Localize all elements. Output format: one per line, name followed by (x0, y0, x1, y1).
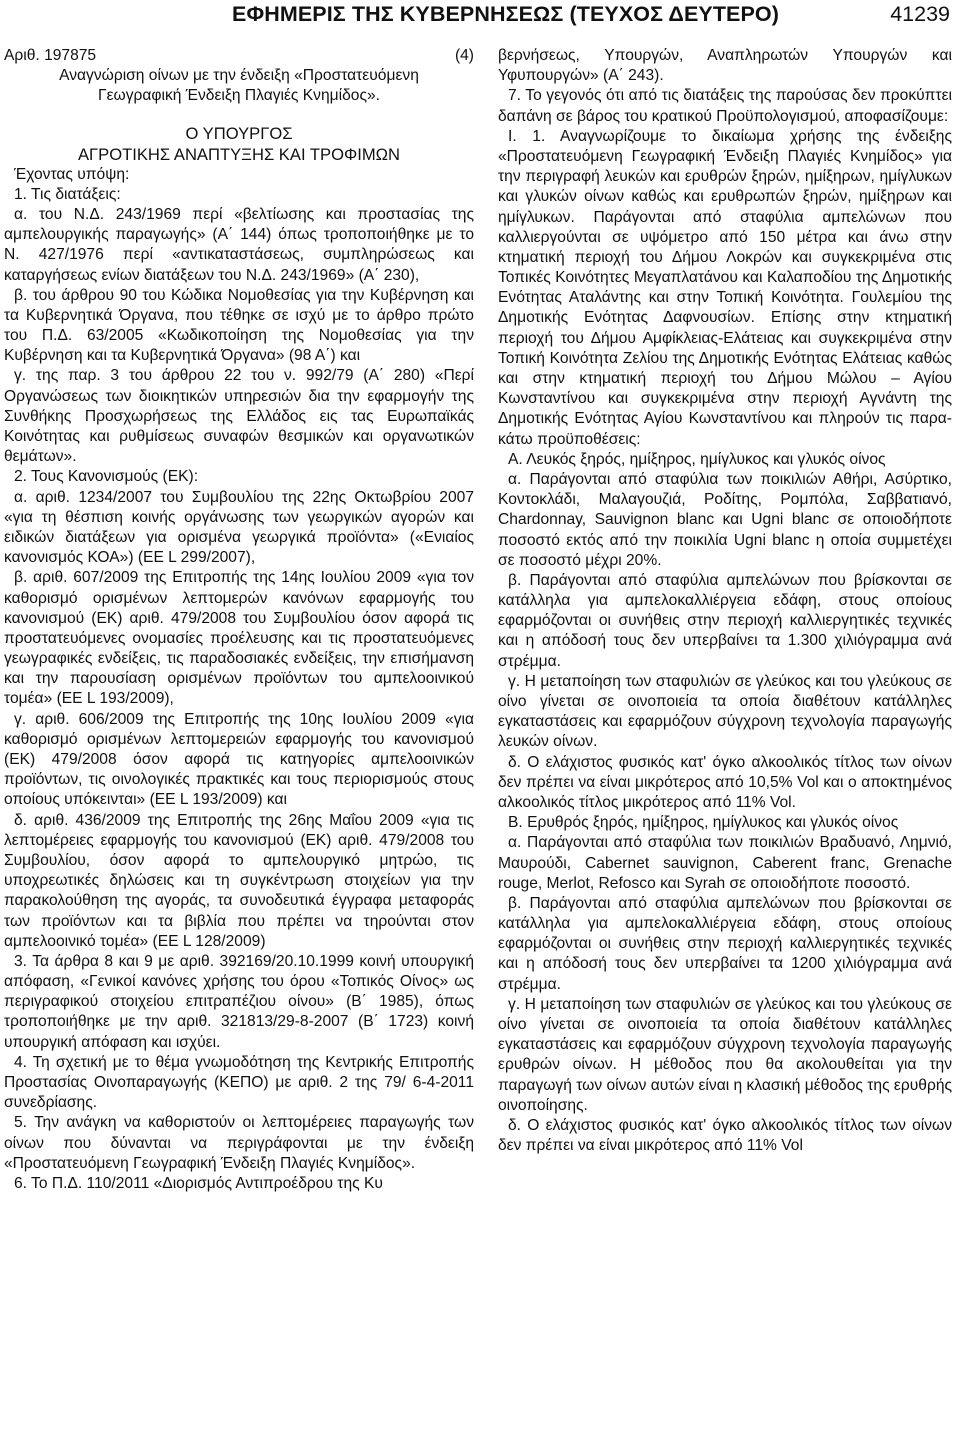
paragraph: 1. Τις διατάξεις: (14, 185, 121, 203)
paragraph: 4. Τη σχετική με το θέμα γνωμοδότηση της Κεντρικής Επιτροπής Προστασίας Οινοπαραγωγής (ΚΕΠΟ) με αριθ. 2 της 79/ 6-4-2011 συνεδρίασης. (4, 1053, 474, 1112)
paragraph: 5. Την ανάγκη να καθοριστούν οι λεπτομέρειες παραγωγής των οίνων που δύνανται να περιγράφονται με την ένδειξη «Προστατευόμενη Γεωγραφική Ένδειξη Πλαγιές Κνημίδος». (4, 1114, 474, 1172)
paragraph: 6. Το Π.Δ. 110/2011 «Διορισμός Αντιπροέδρου της Κυ (14, 1174, 383, 1192)
page-header (0, 2, 960, 36)
paragraph: γ. Η μεταποίηση των σταφυλιών σε γλεύκος και του γλεύκους σε οίνο γίνεται σε οινοποιεία τα οποία διαθέτουν κατάλληλες εγκαταστάσεις και εφαρμόζουν σύγχρονη τεχνολογία παραγωγής ερυθρών οίνων. Η μέθοδος που θα ακολουθείται για την παραγωγή των οίνων αυτών είναι η κλασική μέθοδος της ερυθρής οινοποίησης. (498, 995, 953, 1114)
paragraph: 7. Το γεγονός ότι από τις διατάξεις της παρούσας δεν προκύπτει δαπάνη σε βάρος του κρατικού Προϋπολογισμού, αποφασίζουμε: (498, 87, 952, 125)
paragraph: γ. της παρ. 3 του άρθρου 22 του ν. 992/79 (Α΄ 280) «Περί Οργανώσεως των διοικητικών υπηρεσιών δια την εφαρμογήν της Συνθήκης Προσχωρήσεως της Ελλάδος εις τας Ευρωπαϊκάς Κοινότητας και ρυθμίσεως συναφών θεσμικών και οργανωτικών θεμάτων». (4, 367, 474, 466)
decision-number-line (4, 46, 474, 66)
paragraph: β. Παράγονται από σταφύλια αμπελώνων που βρίσκονται σε κατάλληλα για αμπελοκαλλιέργεια εδάφη, στους οποίους εφαρμόζονται οι συνήθεις στην περιοχή καλλιεργητικές τεχνικές και η απόδοσή τους δεν υπερβαίνει τα 1200 χιλιόγραμμα ανά στρέμμα. (498, 894, 952, 993)
paragraph: β. του άρθρου 90 του Κώδικα Νομοθεσίας για την Κυβέρνηση και τα Κυβερνητικά Όργανα, που τέθηκε σε ισχύ με το άρθρο πρώτο του Π.Δ. 63/2005 «Κωδικοποίηση της Νομοθεσίας για την Κυβέρνηση και τα Κυβερνητικά Όργανα» (98 Α΄) και (4, 286, 474, 365)
paragraph: α. Παράγονται από σταφύλια των ποικιλιών Αθήρι, Ασύρτικο, Κοντοκλάδι, Μαλαγουζιά, Ροδίτης, Ρομπόλα, Σαββατιανό, Chardonnay, Sauvignon blanc και Ugni blanc σε οποιοδήποτε ποσοστό εκτός από την ποικιλία Ugni blanc η οποία συμμετέχει σε ποσοστό μέχρι 20%. (498, 470, 952, 569)
page-number: 41239 (890, 2, 950, 26)
paragraph: γ. Η μεταποίηση των σταφυλιών σε γλεύκος και του γλεύκους σε οίνο γίνεται σε οινοποιεία τα οποία διαθέτουν κατάλληλες εγκαταστάσεις και εφαρμόζουν σύγχρονη τεχνολογία παραγωγής λευκών οίνων. (498, 672, 952, 751)
decision-index: (4) (454, 47, 474, 64)
decision-number: Αριθ. 197875 (4, 47, 97, 64)
paragraph: Β. Ερυθρός ξηρός, ημίξηρος, ημίγλυκος και γλυκός οίνος (508, 814, 899, 832)
paragraph: γ. αριθ. 606/2009 της Επιτροπής της 10ης Ιουλίου 2009 «για καθορισμό ορισμένων λεπτομερειών εφαρμογής του κανονισμού (ΕΚ) 479/2008 όσον αφορά τις κατηγορίες αμπελοοινικών προϊόντων, τις οινολογικές πρακτικές και τους περιορισμούς στους οποίους υπόκεινται» (ΕΕ L 193/2009) και (4, 710, 474, 809)
paragraph: α. αριθ. 1234/2007 του Συμβουλίου της 22ης Οκτωβρίου 2007 «για τη θέσπιση κοινής οργάνωσης των γεωργικών αγορών και ειδικών διατάξεων για ορισμένα γεωργικά προϊόντα» («Ενιαίος κανονισμός ΚΟΑ») (ΕΕ L 299/2007), (4, 488, 474, 567)
gazette-title: ΕΦΗΜΕΡΙΣ ΤΗΣ ΚΥΒΕΡΝΗΣΕΩΣ (ΤΕΥΧΟΣ ΔΕΥΤΕΡΟ) (232, 2, 780, 26)
authority-line: ΑΓΡΟΤΙΚΗΣ ΑΝΑΠΤΥΞΗΣ ΚΑΙ ΤΡΟΦΙΜΩΝ (77, 144, 401, 164)
paragraph: Έχοντας υπόψη: (14, 165, 130, 183)
paragraph: δ. αριθ. 436/2009 της Επιτροπής της 26ης Μαΐου 2009 «για τις λεπτομέρειες εφαρμογής του κανονισμού (ΕΚ) αριθ. 479/2008 του Συμβουλίου, όσον αφορά το αμπελουργικό μητρώο, τις υποχρεωτικές δηλώσεις και τη συγκέντρωση στοιχείων για την παρακολούθηση της αγοράς, τα συνοδευτικά έγγραφα μεταφοράς των προϊόντων και τα βιβλία που πρέπει να τηρούνται στον αμπελοοινικό τομέα» (ΕΕ L 128/2009) (4, 811, 474, 950)
paragraph: 3. Τα άρθρα 8 και 9 με αριθ. 392169/20.10.1999 κοινή υπουργική απόφαση, «Γενικοί κανόνες χρήσης του όρου «Τοπικός Οίνος» ως περιγραφικού στοιχείου επιτραπέζιου οίνου» (Β΄ 1985), όπως τροποποιήθηκε με την αριθ. 321813/29-8-2007 (Β΄ 1723) κοινή υπουργική απόφαση και ισχύει. (4, 952, 474, 1051)
decision-title (4, 66, 474, 106)
paragraph: 2. Τους Κανονισμούς (ΕΚ): (14, 468, 199, 486)
paragraph: α. Παράγονται από σταφύλια των ποικιλιών Βραδυανό, Λημνιό, Μαυρούδι, Cabernet sauvignon, Caberent franc, Grenache rouge, Merlot, Refosco και Syrah σε οποιοδήποτε ποσοστό. (498, 834, 952, 892)
paragraph: α. του Ν.Δ. 243/1969 περί «βελτίωσης και προστασίας της αμπελουργικής παραγωγής» (Α΄ 144) όπως τροποποιήθηκε με το Ν. 427/1976 περί «αντικαταστάσεως, συμπληρώσεως και καταργήσεως ενίων διατάξεων του Ν.Δ. 243/1969» (Α΄ 230), (4, 205, 474, 284)
issuing-authority (4, 123, 474, 165)
right-column (498, 46, 952, 1156)
decision-title-line: Αναγνώριση οίνων με την ένδειξη «Προστατευόμενη (59, 67, 419, 85)
paragraph: δ. Ο ελάχιστος φυσικός κατ' όγκο αλκοολικός τίτλος των οίνων δεν πρέπει να είναι μικρότερος από 10,5% Vol και ο αποκτημένος αλκοολικός τίτλος μικρότερος από 11% Vol. (498, 753, 952, 811)
paragraph: β. αριθ. 607/2009 της Επιτροπής της 14ης Ιουλίου 2009 «για τον καθορισμό ορισμένων λεπτομερών κανόνων εφαρμογής του κανονισμού (ΕΚ) αριθ. 479/2008 του Συμβουλίου όσον αφορά τις προστατευόμενες ονομασίες προέλευσης και τις προστατευόμενες γεωγραφικές ενδείξεις, τις παραδοσιακές ενδείξεις, την επισήμανση και την παρουσίαση ορισμένων προϊόντων του αμπελοοινικού τομέα» (ΕΕ L 193/2009), (4, 569, 474, 708)
left-column (4, 46, 474, 1194)
paragraph: β. Παράγονται από σταφύλια αμπελώνων που βρίσκονται σε κατάλληλα για αμπελοκαλλιέργεια εδάφη, στους οποίους εφαρμόζονται οι συνήθεις στην περιοχή καλλιεργητικές τεχνικές και η απόδοσή τους δεν υπερβαίνει τα 1.300 χιλιόγραμμα ανά στρέμμα. (498, 571, 952, 670)
authority-line: Ο ΥΠΟΥΡΓΟΣ (185, 123, 293, 143)
paragraph: Α. Λευκός ξηρός, ημίξηρος, ημίγλυκος και γλυκός οίνος (508, 450, 886, 468)
paragraph: βερνήσεως, Υπουργών, Αναπληρωτών Υπουργών και Υφυπουργών» (Α΄ 243). (498, 47, 952, 85)
decision-title-line: Γεωγραφική Ένδειξη Πλαγιές Κνημίδος». (98, 87, 380, 105)
paragraph: Ι. 1. Αναγνωρίζουμε το δικαίωμα χρήσης της ένδειξης «Προστατευόμενη Γεωγραφική Ένδειξη Πλαγιές Κνημίδος» για την περιγραφή λευκών και ερυθρών ξηρών, ημίξηρων, ημίγλυκων και γλυκών οίνων καθώς και ερυθρωπών ξηρών, ημίξηρων και ημίγλυκων. Παράγονται από σταφύλια αμπελώνων που καλλιεργούνται σε υψόμετρο από 150 μέτρα και άνω στην κτηματική περιοχή του Δήμου Λοκρών και συγκεκριμένα στις Τοπικές Κοινότητες Μεγαπλατάνου και Καλαποδίου της Δημοτικής Ενότητας Αταλάντης και στην Τοπική Κοινότητα. Γουλεμίου της Δημοτικής Ενότητας Δαφνουσίων. Επίσης στην κτηματική περιοχή του Δήμου Αμφίκλειας-Ελάτειας και συγκεκριμένα στην Τοπική Κοινότητα Ζελίου της Δημοτικής Ενότητας Ελάτειας καθώς και στην κτηματική περιοχή του Δήμου Μώλου – Αγίου Κωνσταντίνου και συγκεκριμένα στην περιοχή Αγνάντη της Δημοτικής Ενότητας Αγίου Κωνσταντίνου και πληρούν τις παρακάτω προϋποθέσεις: (498, 127, 952, 448)
paragraph: δ. Ο ελάχιστος φυσικός κατ' όγκο αλκοολικός τίτλος των οίνων δεν πρέπει να είναι μικρότερος από 11% Vol (498, 1116, 952, 1155)
